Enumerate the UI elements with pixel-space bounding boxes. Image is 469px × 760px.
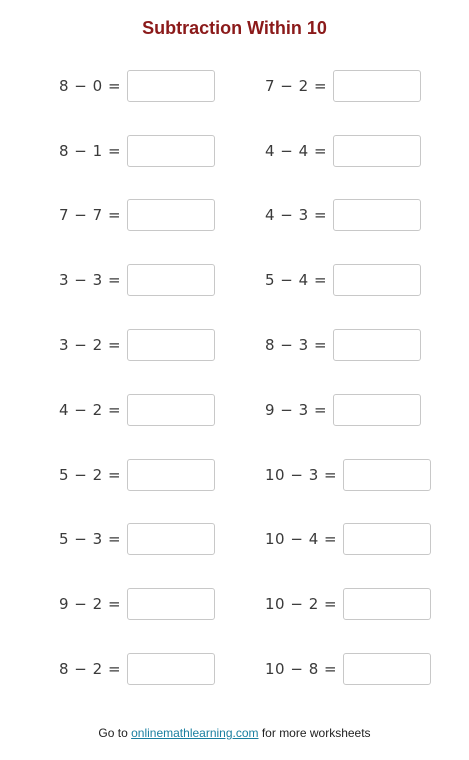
answer-input[interactable] (127, 459, 215, 491)
problem-expression: 8 − 3 = (265, 336, 328, 354)
answer-input[interactable] (343, 653, 431, 685)
answer-input[interactable] (333, 329, 421, 361)
answer-input[interactable] (127, 523, 215, 555)
answer-input[interactable] (333, 264, 421, 296)
problem-expression: 4 − 2 = (59, 401, 122, 419)
problem-right-5 (265, 329, 421, 361)
problem-left-8 (59, 523, 215, 555)
problem-right-1 (265, 70, 421, 102)
problem-expression: 3 − 2 = (59, 336, 122, 354)
problem-left-1 (59, 70, 215, 102)
problem-left-4 (59, 264, 215, 296)
answer-input[interactable] (127, 394, 215, 426)
answer-input[interactable] (333, 70, 421, 102)
problem-expression: 7 − 2 = (265, 77, 328, 95)
answer-input[interactable] (127, 653, 215, 685)
problem-expression: 9 − 3 = (265, 401, 328, 419)
problem-left-3 (59, 199, 215, 231)
problem-expression: 9 − 2 = (59, 595, 122, 613)
answer-input[interactable] (333, 199, 421, 231)
problem-right-9 (265, 588, 431, 620)
problem-expression: 10 − 4 = (265, 530, 338, 548)
problem-right-7 (265, 459, 431, 491)
problem-expression: 5 − 4 = (265, 271, 328, 289)
problem-expression: 8 − 2 = (59, 660, 122, 678)
worksheets-link[interactable]: onlinemathlearning.com (131, 726, 259, 740)
problem-left-2 (59, 135, 215, 167)
problem-right-8 (265, 523, 431, 555)
problem-left-6 (59, 394, 215, 426)
problem-expression: 5 − 2 = (59, 466, 122, 484)
problem-right-10 (265, 653, 431, 685)
problem-expression: 4 − 3 = (265, 206, 328, 224)
answer-input[interactable] (333, 394, 421, 426)
worksheet-title: Subtraction Within 10 (142, 18, 327, 38)
answer-input[interactable] (343, 523, 431, 555)
problem-expression: 5 − 3 = (59, 530, 122, 548)
answer-input[interactable] (127, 264, 215, 296)
problem-left-10 (59, 653, 215, 685)
problem-right-6 (265, 394, 421, 426)
answer-input[interactable] (127, 70, 215, 102)
problem-expression: 10 − 8 = (265, 660, 338, 678)
problem-left-5 (59, 329, 215, 361)
problem-right-3 (265, 199, 421, 231)
problem-expression: 8 − 0 = (59, 77, 122, 95)
problem-left-9 (59, 588, 215, 620)
answer-input[interactable] (343, 588, 431, 620)
answer-input[interactable] (343, 459, 431, 491)
answer-input[interactable] (333, 135, 421, 167)
answer-input[interactable] (127, 329, 215, 361)
problem-expression: 3 − 3 = (59, 271, 122, 289)
footer (0, 726, 469, 740)
problem-expression: 10 − 3 = (265, 466, 338, 484)
problem-right-2 (265, 135, 421, 167)
answer-input[interactable] (127, 588, 215, 620)
footer-prefix: Go to (98, 726, 132, 740)
answer-input[interactable] (127, 199, 215, 231)
problem-expression: 8 − 1 = (59, 142, 122, 160)
answer-input[interactable] (127, 135, 215, 167)
problem-right-4 (265, 264, 421, 296)
problem-expression: 10 − 2 = (265, 595, 338, 613)
problem-expression: 4 − 4 = (265, 142, 328, 160)
problem-expression: 7 − 7 = (59, 206, 122, 224)
footer-suffix: for more worksheets (258, 726, 371, 740)
problem-left-7 (59, 459, 215, 491)
